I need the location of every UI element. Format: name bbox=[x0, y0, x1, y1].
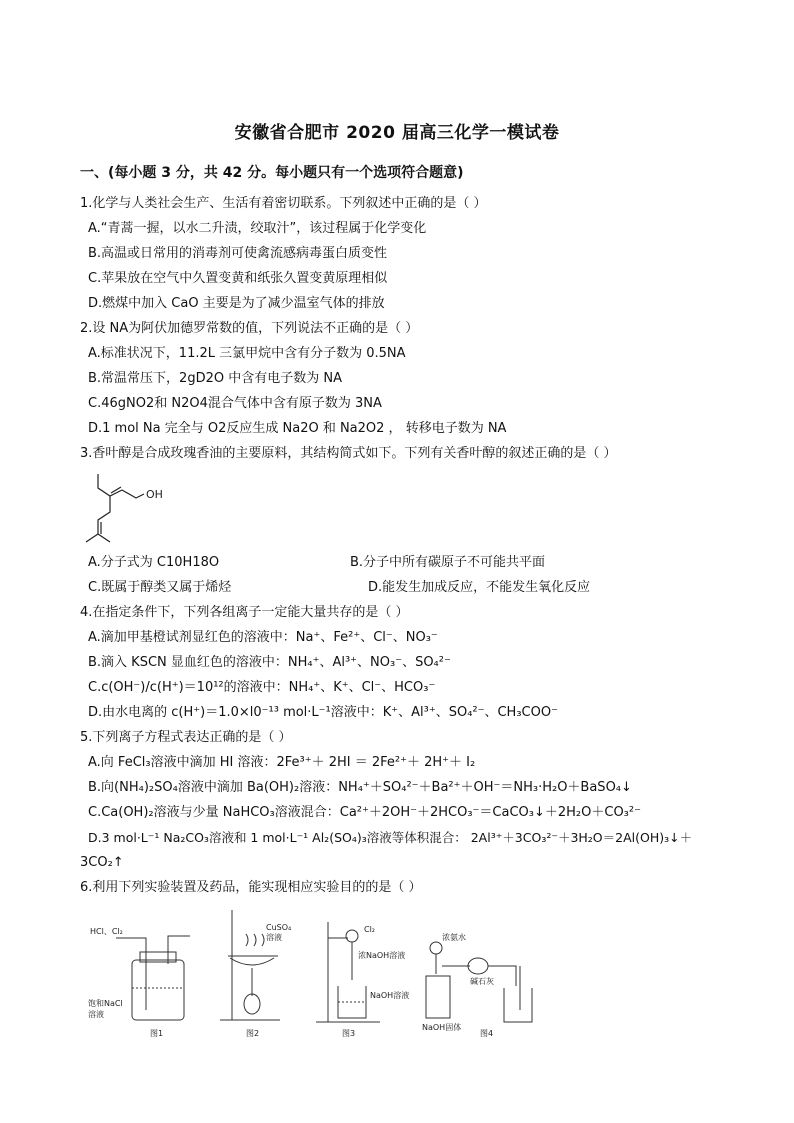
figure-2-caption: 图2 bbox=[246, 1029, 260, 1038]
question-2-option-d: D.1 mol Na 完全与 O2反应生成 Na2O 和 Na2O2 ， 转移电子数为 NA bbox=[88, 421, 507, 436]
question-5-option-b: B.向(NH₄)₂SO₄溶液中滴加 Ba(OH)₂溶液：NH₄⁺＋SO₄²⁻＋Ba²⁺＋OH⁻＝NH₃·H₂O＋BaSO₄↓ bbox=[88, 780, 632, 795]
figure-1-wash-bottle bbox=[116, 936, 190, 1020]
question-1-stem: 1.化学与人类社会生产、生活有着密切联系。下列叙述中正确的是（ ） bbox=[80, 196, 487, 211]
figure-4-caption: 图4 bbox=[480, 1029, 494, 1038]
question-4-option-a: A.滴加甲基橙试剂显红色的溶液中：Na⁺、Fe²⁺、Cl⁻、NO₃⁻ bbox=[88, 630, 438, 645]
question-2-option-b: B.常温常压下，2gD2O 中含有电子数为 NA bbox=[88, 371, 342, 386]
hydroxyl-label: OH bbox=[146, 488, 163, 501]
question-4-option-c: C.c(OH⁻)/c(H⁺)＝10¹²的溶液中：NH₄⁺、K⁺、Cl⁻、HCO₃⁻ bbox=[88, 680, 436, 695]
section-heading: 一、(每小题 3 分，共 42 分。每小题只有一个选项符合题意) bbox=[80, 165, 464, 181]
figure-3-reagent-label: 浓NaOH溶液 bbox=[358, 951, 406, 960]
question-5-option-d-continued: 3CO₂↑ bbox=[80, 855, 124, 870]
figure-4-reagent-label-3: NaOH固体 bbox=[422, 1023, 462, 1032]
question-5-option-d: D.3 mol·L⁻¹ Na₂CO₃溶液和 1 mol·L⁻¹ Al₂(SO₄)₃溶液等体积混合： 2Al³⁺＋3CO₃²⁻＋3H₂O＝2Al(OH)₃↓＋ bbox=[88, 830, 693, 845]
question-5-option-a: A.向 FeCl₃溶液中滴加 HI 溶液：2Fe³⁺＋ 2HI ＝ 2Fe²⁺＋ 2H⁺＋ I₂ bbox=[88, 755, 476, 770]
experiment-apparatus-figures bbox=[80, 910, 550, 1040]
question-4-stem: 4.在指定条件下，下列各组离子一定能大量共存的是（ ） bbox=[80, 605, 409, 620]
figure-3-caption: 图3 bbox=[342, 1029, 356, 1038]
question-3-option-a: A.分子式为 C10H18O bbox=[88, 555, 220, 570]
question-1-option-c: C.苹果放在空气中久置变黄和纸张久置变黄原理相似 bbox=[88, 271, 388, 286]
figure-2-reagent-label-2: 溶液 bbox=[266, 933, 282, 942]
figure-1-gas-label: HCl、Cl₂ bbox=[90, 927, 123, 936]
figure-1-caption: 图1 bbox=[150, 1029, 164, 1038]
question-2-stem: 2.设 NA为阿伏加德罗常数的值，下列说法不正确的是（ ） bbox=[80, 321, 419, 336]
question-4-option-d: D.由水电离的 c(H⁺)＝1.0×l0⁻¹³ mol·L⁻¹溶液中：K⁺、Al³⁺、SO₄²⁻、CH₃COO⁻ bbox=[88, 705, 558, 720]
question-2-option-c: C.46gNO2和 N2O4混合气体中含有原子数为 3NA bbox=[88, 396, 382, 411]
question-3-option-c: C.既属于醇类又属于烯烃 bbox=[88, 580, 232, 595]
question-3-stem: 3.香叶醇是合成玫瑰香油的主要原料，其结构简式如下。下列有关香叶醇的叙述正确的是（ ） bbox=[80, 446, 617, 461]
question-2-option-a: A.标准状况下，11.2L 三氯甲烷中含有分子数为 0.5NA bbox=[88, 346, 406, 361]
figure-1-solution-label-2: 溶液 bbox=[88, 1010, 104, 1019]
question-3-option-d: D.能发生加成反应，不能发生氧化反应 bbox=[368, 580, 591, 595]
question-5-option-c: C.Ca(OH)₂溶液与少量 NaHCO₃溶液混合：Ca²⁺＋2OH⁻＋2HCO₃⁻＝CaCO₃↓＋2H₂O＋CO₃²⁻ bbox=[88, 805, 641, 820]
question-1-option-d: D.燃煤中加入 CaO 主要是为了减少温室气体的排放 bbox=[88, 296, 385, 311]
page-title: 安徽省合肥市 2020 届高三化学一模试卷 bbox=[234, 123, 560, 143]
figure-1-solution-label: 饱和NaCl bbox=[88, 999, 123, 1008]
question-3-option-b: B.分子中所有碳原子不可能共平面 bbox=[350, 555, 546, 570]
figure-3-reagent-label-2: NaOH溶液 bbox=[370, 991, 410, 1000]
geraniol-structure bbox=[80, 468, 180, 548]
figure-2-reagent-label: CuSO₄ bbox=[266, 923, 292, 932]
question-5-stem: 5.下列离子方程式表达正确的是（ ） bbox=[80, 730, 292, 745]
figure-4-reagent-label-2: 碱石灰 bbox=[470, 977, 494, 986]
figure-3-gas-label: Cl₂ bbox=[364, 925, 376, 934]
figure-4-reagent-label: 浓氨水 bbox=[442, 933, 466, 942]
question-4-option-b: B.滴入 KSCN 显血红色的溶液中：NH₄⁺、Al³⁺、NO₃⁻、SO₄²⁻ bbox=[88, 655, 451, 670]
question-1-option-b: B.高温或日常用的消毒剂可使禽流感病毒蛋白质变性 bbox=[88, 246, 388, 261]
question-1-option-a: A.“青蒿一握，以水二升渍，绞取汁”，该过程属于化学变化 bbox=[88, 221, 427, 236]
question-6-stem: 6.利用下列实验装置及药品，能实现相应实验目的的是（ ） bbox=[80, 880, 422, 895]
figure-3-absorption bbox=[316, 922, 380, 1022]
